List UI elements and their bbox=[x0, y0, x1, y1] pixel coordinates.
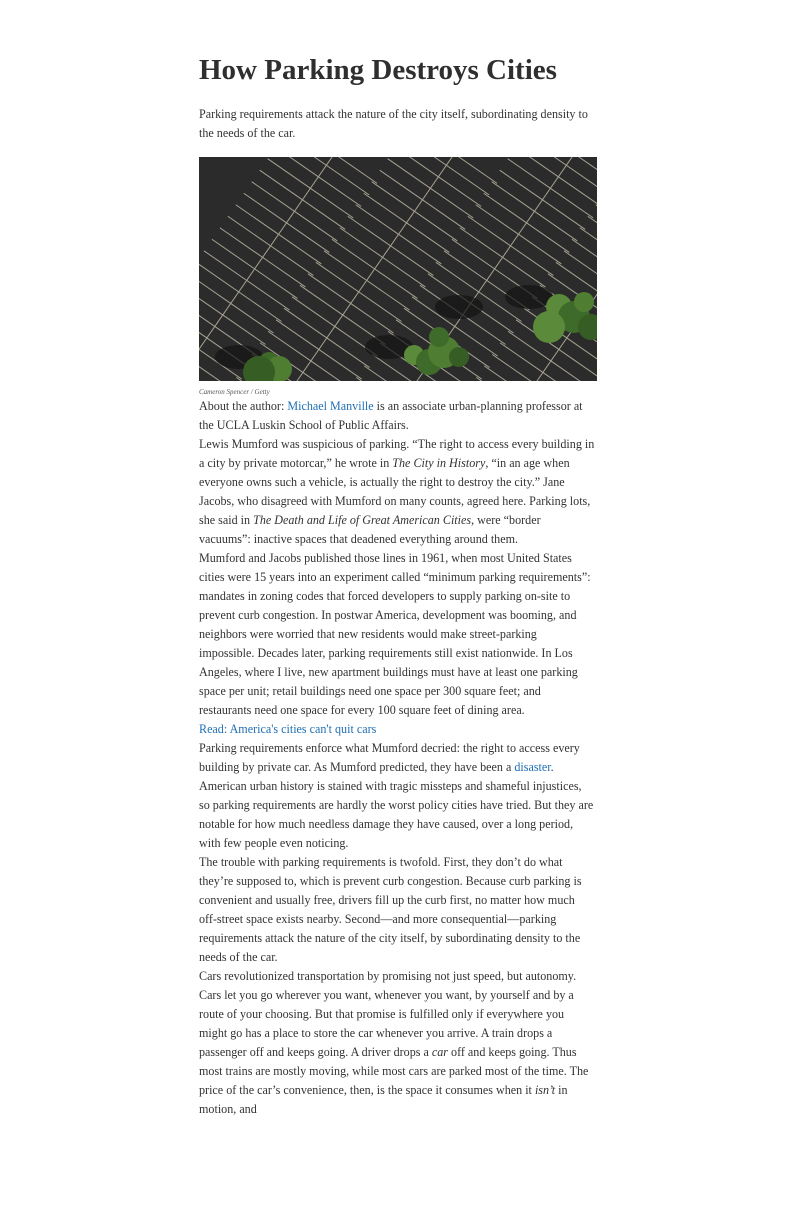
paragraph-2: Mumford and Jacobs published those lines in 1961, when most United States cities were 15 years into an experiment called “minimum parking requirements”: mandates in zoning codes that forced developers to supply parking on-site to prevent curb congestion. In postwar America, development was booming, and neighbors were worried that new residents would make street-parking impossible. Decades later, parking requirements still exist nationwide. In Los Angeles, where I live, new apartment buildings must have at least one parking space per unit; retail buildings need one space per 300 square feet; and restaurants need one space for every 100 square feet of dining area. bbox=[199, 551, 591, 717]
paragraph-5-text-c: in motion, and bbox=[199, 1083, 568, 1116]
tree-shadow bbox=[505, 285, 553, 309]
emphasis-isnt: isn’t bbox=[534, 1083, 556, 1097]
article-dek: Parking requirements attack the nature of the city itself, subordinating density to the needs of the car. bbox=[199, 107, 588, 140]
image-credit: Cameron Spencer / Getty bbox=[199, 388, 270, 396]
paragraph-4: The trouble with parking requirements is twofold. First, they don’t do what they’re supposed to, which is prevent curb congestion. Because curb parking is convenient and usually free, drivers fill up the curb first, no matter how much off-street space exists nearby. Second—and more consequential—parking requirements attack the nature of the city itself, by subordinating density to the needs of the car. bbox=[199, 855, 582, 964]
tree-canopy bbox=[533, 311, 565, 343]
author-note bbox=[199, 397, 595, 435]
author-note-prefix: About the author: bbox=[199, 399, 288, 413]
paragraph-3 bbox=[199, 739, 595, 853]
paragraph-5-text-b: off and keeps going. Thus most trains are mostly moving, while most cars are parked most of the time. The price of the car’s convenience, then, is the space it consumes when it bbox=[199, 1045, 589, 1097]
disaster-link[interactable]: disaster bbox=[514, 760, 551, 774]
emphasis-car: car bbox=[431, 1045, 448, 1059]
paragraph-5-text-a: Cars revolutionized transportation by promising not just speed, but autonomy. Cars let you go wherever you want, whenever you want, by yourself and by a route of your choosing. But that promise is fulfilled only if everywhere you might go has a place to store the car whenever you arrive. A train drops a passenger off and keeps going. A driver drops a bbox=[199, 969, 577, 1059]
book-title-city-in-history: The City in History bbox=[392, 456, 486, 470]
tree-canopy bbox=[449, 347, 469, 367]
paragraph-1-text-c: , were “border vacuums”: inactive spaces that deadened everything around them. bbox=[199, 513, 541, 546]
paragraph-5 bbox=[199, 967, 595, 1119]
author-link[interactable]: Michael Manville bbox=[287, 399, 374, 413]
paragraph-3-text-b: . American urban history is stained with tragic missteps and shameful injustices, so parking requirements are hardly the worst policy cities have tried. But they are notable for how much needless damage they have caused, over a long period, with few people even noticing. bbox=[199, 760, 594, 850]
paragraph-1-text-a: Lewis Mumford was suspicious of parking. “The right to access every building in a city by private motorcar,” he wrote in bbox=[199, 437, 595, 470]
paragraph-3-text-a: Parking requirements enforce what Mumford decried: the right to access every building by private car. As Mumford predicted, they have been a bbox=[199, 741, 580, 774]
tree-canopy bbox=[429, 327, 449, 347]
article-title: How Parking Destroys Cities bbox=[199, 54, 557, 86]
tree-canopy bbox=[574, 292, 594, 312]
article bbox=[199, 52, 597, 1119]
hero-image bbox=[199, 157, 597, 381]
paragraph-1-text-b: , “in an age when everyone owns such a vehicle, is actually the right to destroy the city.” Jane Jacobs, who disagreed with Mumford on many counts, agreed here. Parking lots, she said in bbox=[199, 456, 591, 527]
related-link-paragraph bbox=[199, 720, 595, 739]
paragraph-1 bbox=[199, 435, 595, 549]
related-article-link[interactable]: Read: America's cities can't quit cars bbox=[199, 722, 377, 736]
book-title-death-and-life: The Death and Life of Great American Cities bbox=[253, 513, 472, 527]
tree-shadow bbox=[435, 295, 483, 319]
author-note-suffix: is an associate urban-planning professor at the UCLA Luskin School of Public Affairs. bbox=[199, 399, 583, 432]
